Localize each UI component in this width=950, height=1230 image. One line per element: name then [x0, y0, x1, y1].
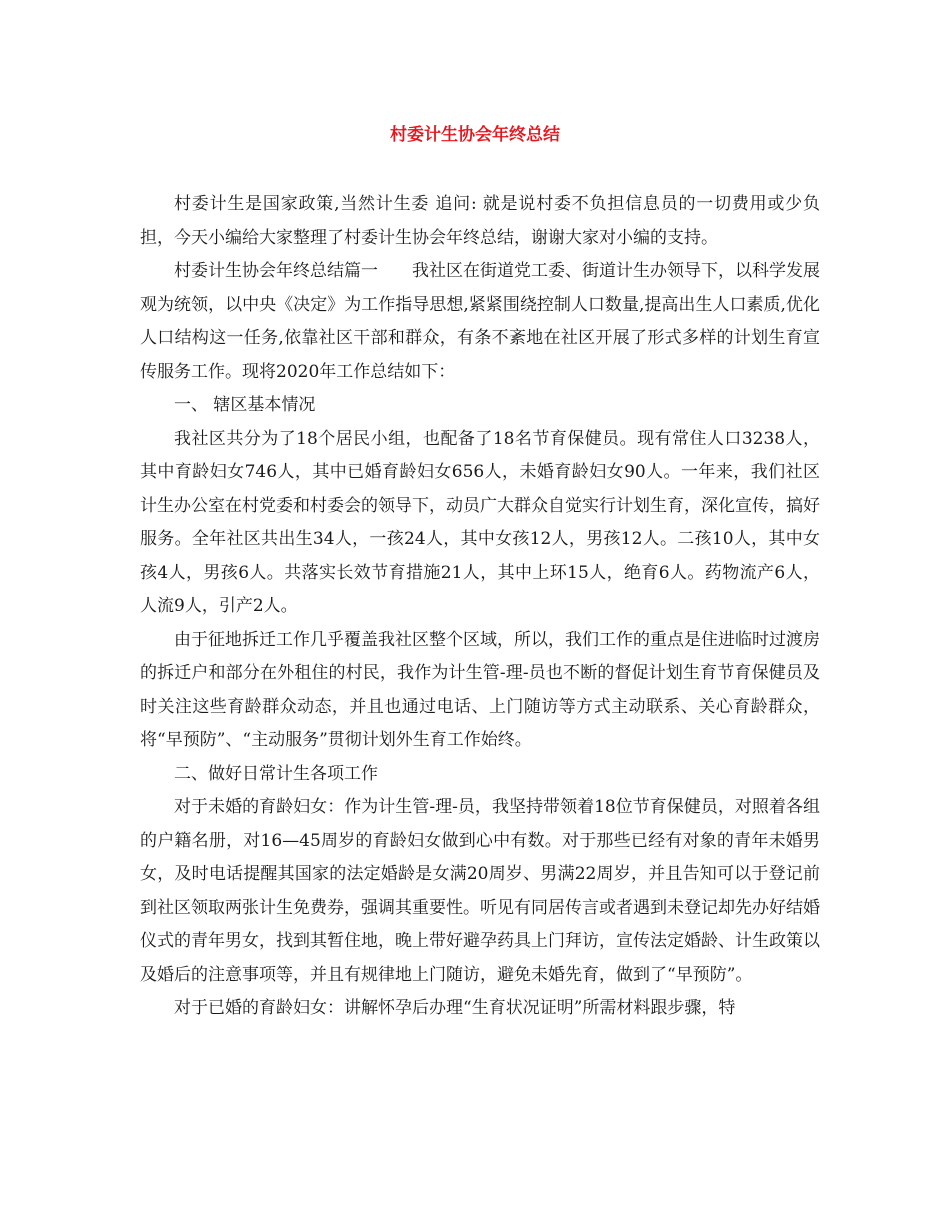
section-2-paragraph-1: 对于未婚的育龄妇女：作为计生管-理-员，我坚持带领着18位节育保健员，对照着各组的户籍名册，对16—45周岁的育龄妇女做到心中有数。对于那些已经有对象的青年未婚男女，及时电话提醒其国家的法定婚龄是女满20周岁、男满22周岁，并且告知可以于登记前到社区领取两张计生免费券，强调其重要性。听见有同居传言或者遇到未登记却先办好结婚仪式的青年男女，找到其暂住地，晚上带好避孕药具上门拜访，宣传法定婚龄、计生政策以及婚后的注意事项等，并且有规律地上门随访，避免未婚先育，做到了“早预防”。 — [140, 797, 820, 985]
section-lead: 村委计生协会年终总结篇一 — [174, 261, 378, 281]
intro-paragraph-2-text: 我社区在街道党工委、街道计生办领导下，以科学发展观为统领，以中央《决定》为工作指导思想,紧紧围绕控制人口数量,提高出生人口素质,优化人口结构这一任务,依靠社区干部和群众，有条不紊地在社区开展了形式多样的计划生育宣传服务工作。现将2020年工作总结如下： — [140, 261, 820, 382]
section-1-paragraph-2: 由于征地拆迁工作几乎覆盖我社区整个区域，所以，我们工作的重点是住进临时过渡房的拆迁户和部分在外租住的村民，我作为计生管-理-员也不断的督促计划生育节育保健员及时关注这些育龄群众动态，并且也通过电话、上门随访等方式主动联系、关心育龄群众，将“早预防”、“主动服务”贯彻计划外生育工作始终。 — [140, 629, 820, 750]
document-body — [140, 188, 820, 1026]
intro-paragraph: 村委计生是国家政策,当然计生委 追问: 就是说村委不负担信息员的一切费用或少负担，今天小编给大家整理了村委计生协会年终总结，谢谢大家对小编的支持。 — [140, 194, 820, 248]
section-2-heading: 二、做好日常计生各项工作 — [174, 763, 378, 784]
document-title: 村委计生协会年终总结 — [390, 125, 560, 145]
intro-paragraph-2 — [140, 255, 820, 389]
section-1-paragraph-1: 我社区共分为了18个居民小组，也配备了18名节育保健员。现有常住人口3238人，其中育龄妇女746人，其中已婚育龄妇女656人，未婚育龄妇女90人。一年来，我们社区计生办公室在村党委和村委会的领导下，动员广大群众自觉实行计划生育，深化宣传，搞好服务。全年社区共出生34人，一孩24人，其中女孩12人，男孩12人。二孩10人，其中女孩4人，男孩6人。共落实长效节育措施21人，其中上环15人，绝育6人。药物流产6人，人流9人，引产2人。 — [140, 428, 820, 616]
section-1-heading: 一、 辖区基本情况 — [174, 395, 316, 415]
section-2-paragraph-2: 对于已婚的育龄妇女：讲解怀孕后办理“生育状况证明”所需材料跟步骤，特 — [174, 998, 736, 1018]
